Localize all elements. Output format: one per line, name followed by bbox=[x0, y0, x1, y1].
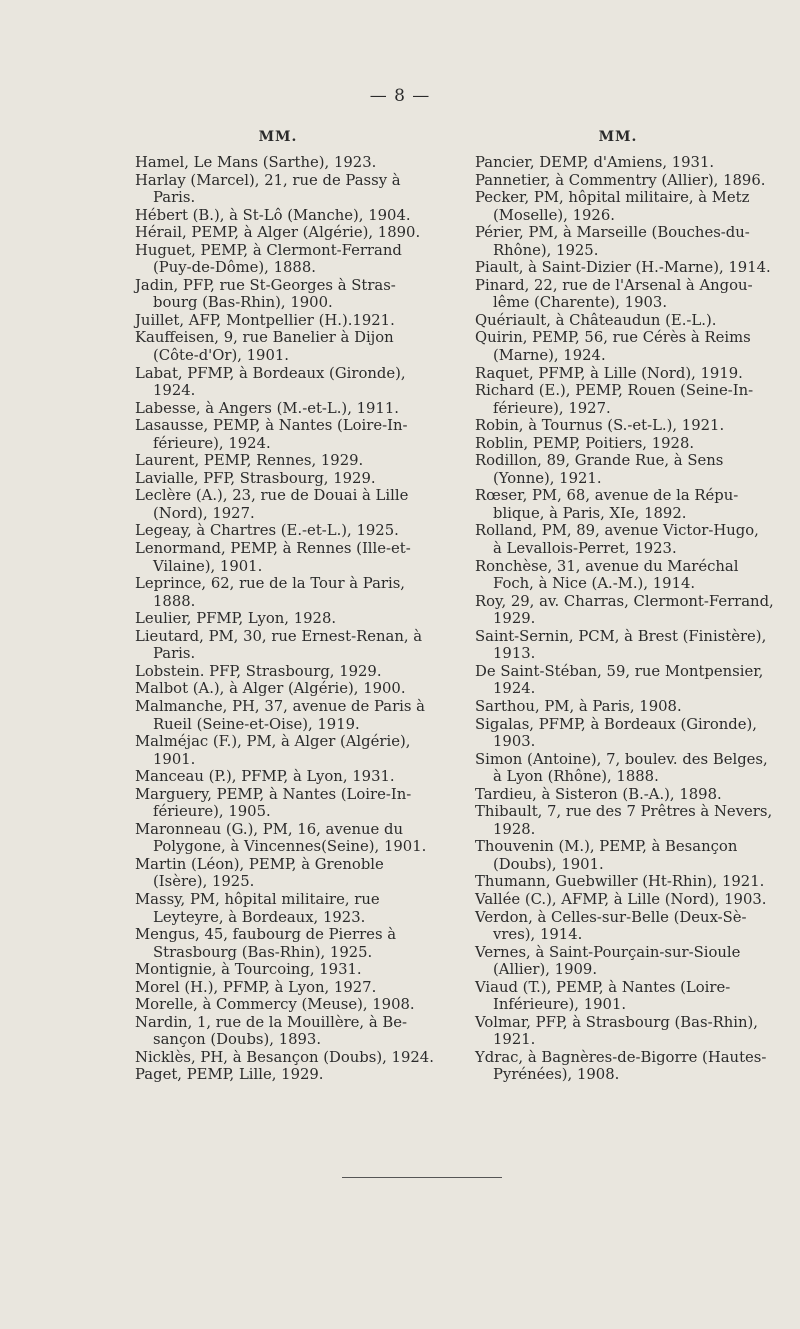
entry-line: Richard (E.), PEMP, Rouen (Seine-In- bbox=[475, 382, 754, 400]
entry-line: 1888. bbox=[153, 592, 196, 610]
entry-line: Polygone, à Vincennes(Seine), 1901. bbox=[153, 838, 427, 856]
list-item bbox=[457, 716, 779, 751]
entry-line: Rodillon, 89, Grande Rue, à Sens bbox=[475, 452, 724, 470]
list-item bbox=[117, 277, 439, 312]
entry-line: Robin, à Tournus (S.-et-L.), 1921. bbox=[475, 417, 725, 435]
entry-line: Roblin, PEMP, Poitiers, 1928. bbox=[475, 434, 695, 452]
entry-line: à Levallois-Perret, 1923. bbox=[493, 540, 677, 558]
entry-line: lême (Charente), 1903. bbox=[493, 294, 668, 312]
page-number: — 8 — bbox=[369, 86, 431, 106]
list-item bbox=[457, 979, 779, 1014]
entry-line: Pecker, PM, hôpital militaire, à Metz bbox=[475, 189, 750, 207]
entry-line: Quériault, à Châteaudun (E.-L.). bbox=[475, 311, 717, 329]
entry-line: Rueil (Seine-et-Oise), 1919. bbox=[153, 715, 360, 733]
list-item bbox=[457, 277, 779, 312]
entry-line: Simon (Antoine), 7, boulev. des Belges, bbox=[475, 750, 768, 768]
entry-line: De Saint-Stéban, 59, rue Montpensier, bbox=[475, 662, 764, 680]
column-heading: MM. bbox=[598, 129, 638, 145]
entry-line: Sarthou, PM, à Paris, 1908. bbox=[475, 697, 682, 715]
entry-line: Rhône), 1925. bbox=[493, 241, 599, 259]
entry-line: Thumann, Guebwiller (Ht-Rhin), 1921. bbox=[475, 873, 765, 891]
entry-line: Malmanche, PH, 37, avenue de Paris à bbox=[135, 697, 425, 715]
list-item bbox=[457, 1049, 779, 1084]
list-item bbox=[117, 663, 439, 681]
entry-line: Nicklès, PH, à Besançon (Doubs), 1924. bbox=[135, 1048, 434, 1066]
list-item bbox=[117, 786, 439, 821]
entry-line: (Marne), 1924. bbox=[493, 347, 606, 365]
list-item bbox=[457, 628, 779, 663]
left-column bbox=[117, 127, 439, 1084]
entry-line: Kauffeisen, 9, rue Banelier à Dijon bbox=[135, 329, 394, 347]
entry-line: 1901. bbox=[153, 750, 196, 768]
entry-line: Labat, PFMP, à Bordeaux (Gironde), bbox=[135, 364, 406, 382]
list-item bbox=[117, 680, 439, 698]
entry-line: Strasbourg (Bas-Rhin), 1925. bbox=[153, 943, 373, 961]
entry-line: 1903. bbox=[493, 733, 536, 751]
entry-line: Sigalas, PFMP, à Bordeaux (Gironde), bbox=[475, 715, 758, 733]
list-item bbox=[457, 873, 779, 891]
entry-line: Saint-Sernin, PCM, à Brest (Finistère), bbox=[475, 627, 767, 645]
entry-list bbox=[457, 154, 779, 1084]
entry-line: Ydrac, à Bagnères-de-Bigorre (Hautes- bbox=[475, 1048, 767, 1066]
list-item bbox=[457, 259, 779, 277]
entry-line: Massy, PM, hôpital militaire, rue bbox=[135, 890, 380, 908]
entry-line: Morelle, à Commercy (Meuse), 1908. bbox=[135, 996, 415, 1014]
list-item bbox=[117, 312, 439, 330]
entry-line: Mengus, 45, faubourg de Pierres à bbox=[135, 926, 397, 944]
end-rule bbox=[342, 1177, 502, 1178]
list-item bbox=[117, 979, 439, 997]
entry-line: Pyrénées), 1908. bbox=[493, 1066, 620, 1084]
entry-line: Harlay (Marcel), 21, rue de Passy à bbox=[135, 171, 401, 189]
entry-line: Volmar, PFP, à Strasbourg (Bas-Rhin), bbox=[475, 1013, 758, 1031]
list-item bbox=[457, 417, 779, 435]
entry-line: Piault, à Saint-Dizier (H.-Marne), 1914. bbox=[475, 259, 771, 277]
entry-line: Rœser, PM, 68, avenue de la Répu- bbox=[475, 487, 739, 505]
list-item bbox=[457, 786, 779, 804]
entry-line: 1921. bbox=[493, 1031, 536, 1049]
entry-line: Leyteyre, à Bordeaux, 1923. bbox=[153, 908, 366, 926]
list-item bbox=[457, 154, 779, 172]
list-item bbox=[117, 242, 439, 277]
list-item bbox=[117, 733, 439, 768]
list-item bbox=[117, 856, 439, 891]
list-item bbox=[117, 154, 439, 172]
entry-line: (Allier), 1909. bbox=[493, 961, 598, 979]
list-item bbox=[457, 189, 779, 224]
entry-line: 1913. bbox=[493, 645, 536, 663]
entry-line: Montignie, à Tourcoing, 1931. bbox=[135, 961, 362, 979]
entry-line: Raquet, PFMP, à Lille (Nord), 1919. bbox=[475, 364, 743, 382]
entry-line: Rolland, PM, 89, avenue Victor-Hugo, bbox=[475, 522, 759, 540]
entry-line: Paget, PEMP, Lille, 1929. bbox=[135, 1066, 324, 1084]
list-item bbox=[457, 1014, 779, 1049]
list-item bbox=[117, 961, 439, 979]
entry-line: Leprince, 62, rue de la Tour à Paris, bbox=[135, 575, 406, 593]
entry-line: Morel (H.), PFMP, à Lyon, 1927. bbox=[135, 978, 377, 996]
list-item bbox=[457, 593, 779, 628]
entry-line: Roy, 29, av. Charras, Clermont-Ferrand, bbox=[475, 592, 774, 610]
entry-line: Viaud (T.), PEMP, à Nantes (Loire- bbox=[475, 978, 731, 996]
entry-line: 1924. bbox=[493, 680, 536, 698]
list-item bbox=[457, 891, 779, 909]
list-item bbox=[117, 1066, 439, 1084]
entry-line: Jadin, PFP, rue St-Georges à Stras- bbox=[135, 276, 396, 294]
list-item bbox=[457, 909, 779, 944]
entry-line: (Moselle), 1926. bbox=[493, 206, 615, 224]
list-item bbox=[117, 207, 439, 225]
list-item bbox=[117, 487, 439, 522]
list-item bbox=[117, 365, 439, 400]
list-item bbox=[457, 838, 779, 873]
list-item bbox=[117, 470, 439, 488]
list-item bbox=[117, 610, 439, 628]
entry-line: Manceau (P.), PFMP, à Lyon, 1931. bbox=[135, 768, 395, 786]
entry-line: Inférieure), 1901. bbox=[493, 996, 627, 1014]
entry-line: Malbot (A.), à Alger (Algérie), 1900. bbox=[135, 680, 406, 698]
entry-line: Périer, PM, à Marseille (Bouches-du- bbox=[475, 224, 750, 242]
entry-line: Hébert (B.), à St-Lô (Manche), 1904. bbox=[135, 206, 411, 224]
entry-line: Foch, à Nice (A.-M.), 1914. bbox=[493, 575, 696, 593]
entry-line: 1924. bbox=[153, 382, 196, 400]
list-item bbox=[117, 224, 439, 242]
entry-line: Hamel, Le Mans (Sarthe), 1923. bbox=[135, 154, 377, 171]
entry-line: Vernes, à Saint-Pourçain-sur-Sioule bbox=[475, 943, 741, 961]
entry-line: vres), 1914. bbox=[493, 926, 583, 944]
list-item bbox=[457, 751, 779, 786]
entry-line: Lenormand, PEMP, à Rennes (Ille-et- bbox=[135, 540, 411, 558]
list-item bbox=[457, 803, 779, 838]
entry-line: Marguery, PEMP, à Nantes (Loire-In- bbox=[135, 785, 412, 803]
column-heading: MM. bbox=[258, 129, 298, 145]
entry-line: 1928. bbox=[493, 820, 536, 838]
list-item bbox=[457, 522, 779, 557]
entry-line: Quirin, PEMP, 56, rue Cérès à Reims bbox=[475, 329, 751, 347]
entry-line: Pannetier, à Commentry (Allier), 1896. bbox=[475, 171, 766, 189]
entry-line: Paris. bbox=[153, 645, 196, 663]
entry-line: Lieutard, PM, 30, rue Ernest-Renan, à bbox=[135, 627, 423, 645]
entry-line: Thouvenin (M.), PEMP, à Besançon bbox=[475, 838, 738, 856]
entry-line: Lobstein. PFP, Strasbourg, 1929. bbox=[135, 662, 382, 680]
list-item bbox=[117, 575, 439, 610]
entry-line: Pinard, 22, rue de l'Arsenal à Angou- bbox=[475, 276, 753, 294]
entry-line: férieure), 1927. bbox=[493, 399, 611, 417]
list-item bbox=[117, 926, 439, 961]
entry-line: Malméjac (F.), PM, à Alger (Algérie), bbox=[135, 733, 411, 751]
list-item bbox=[457, 435, 779, 453]
entry-line: Hérail, PEMP, à Alger (Algérie), 1890. bbox=[135, 224, 421, 242]
list-item bbox=[117, 522, 439, 540]
list-item bbox=[457, 487, 779, 522]
list-item bbox=[457, 329, 779, 364]
list-item bbox=[117, 768, 439, 786]
list-item bbox=[117, 329, 439, 364]
entry-line: férieure), 1905. bbox=[153, 803, 271, 821]
list-item bbox=[457, 172, 779, 190]
entry-line: (Nord), 1927. bbox=[153, 504, 255, 522]
entry-line: Ronchèse, 31, avenue du Maréchal bbox=[475, 557, 739, 575]
entry-line: Vallée (C.), AFMP, à Lille (Nord), 1903. bbox=[475, 890, 767, 908]
entry-line: à Lyon (Rhône), 1888. bbox=[493, 768, 659, 786]
entry-line: férieure), 1924. bbox=[153, 434, 271, 452]
entry-line: Lasausse, PEMP, à Nantes (Loire-In- bbox=[135, 417, 408, 435]
entry-line: Huguet, PEMP, à Clermont-Ferrand bbox=[135, 241, 402, 259]
entry-line: bourg (Bas-Rhin), 1900. bbox=[153, 294, 333, 312]
entry-list bbox=[117, 154, 439, 1084]
list-item bbox=[457, 382, 779, 417]
entry-line: Pancier, DEMP, d'Amiens, 1931. bbox=[475, 154, 715, 171]
entry-line: Legeay, à Chartres (E.-et-L.), 1925. bbox=[135, 522, 399, 540]
list-item bbox=[457, 944, 779, 979]
entry-line: Paris. bbox=[153, 189, 196, 207]
entry-line: 1929. bbox=[493, 610, 536, 628]
list-item bbox=[117, 400, 439, 418]
list-item bbox=[457, 698, 779, 716]
entry-line: Nardin, 1, rue de la Mouillère, à Be- bbox=[135, 1013, 407, 1031]
list-item bbox=[117, 628, 439, 663]
entry-line: Labesse, à Angers (M.-et-L.), 1911. bbox=[135, 399, 399, 417]
entry-line: (Puy-de-Dôme), 1888. bbox=[153, 259, 316, 277]
entry-line: Tardieu, à Sisteron (B.-A.), 1898. bbox=[475, 785, 722, 803]
entry-line: blique, à Paris, XIe, 1892. bbox=[493, 504, 687, 522]
list-item bbox=[117, 452, 439, 470]
entry-line: (Isère), 1925. bbox=[153, 873, 255, 891]
list-item bbox=[117, 417, 439, 452]
list-item bbox=[457, 663, 779, 698]
entry-line: Laurent, PEMP, Rennes, 1929. bbox=[135, 452, 364, 470]
list-item bbox=[117, 1049, 439, 1067]
list-item bbox=[457, 558, 779, 593]
entry-line: Verdon, à Celles-sur-Belle (Deux-Sè- bbox=[475, 908, 747, 926]
entry-line: (Yonne), 1921. bbox=[493, 469, 602, 487]
list-item bbox=[117, 891, 439, 926]
entry-line: Vilaine), 1901. bbox=[153, 557, 263, 575]
entry-line: Leclère (A.), 23, rue de Douai à Lille bbox=[135, 487, 409, 505]
entry-line: (Doubs), 1901. bbox=[493, 855, 604, 873]
right-column bbox=[457, 127, 779, 1084]
list-item bbox=[117, 1014, 439, 1049]
entry-line: Thibault, 7, rue des 7 Prêtres à Nevers, bbox=[475, 803, 773, 821]
entry-line: Maronneau (G.), PM, 16, avenue du bbox=[135, 820, 403, 838]
list-item bbox=[117, 996, 439, 1014]
list-item bbox=[457, 452, 779, 487]
entry-line: sançon (Doubs), 1893. bbox=[153, 1031, 322, 1049]
entry-line: Leulier, PFMP, Lyon, 1928. bbox=[135, 610, 337, 628]
list-item bbox=[457, 312, 779, 330]
entry-line: Juillet, AFP, Montpellier (H.).1921. bbox=[135, 311, 395, 329]
list-item bbox=[117, 172, 439, 207]
entry-line: (Côte-d'Or), 1901. bbox=[153, 347, 289, 365]
list-item bbox=[117, 821, 439, 856]
list-item bbox=[117, 540, 439, 575]
list-item bbox=[457, 224, 779, 259]
list-item bbox=[117, 698, 439, 733]
entry-line: Martin (Léon), PEMP, à Grenoble bbox=[135, 855, 384, 873]
entry-line: Lavialle, PFP, Strasbourg, 1929. bbox=[135, 469, 376, 487]
list-item bbox=[457, 365, 779, 383]
